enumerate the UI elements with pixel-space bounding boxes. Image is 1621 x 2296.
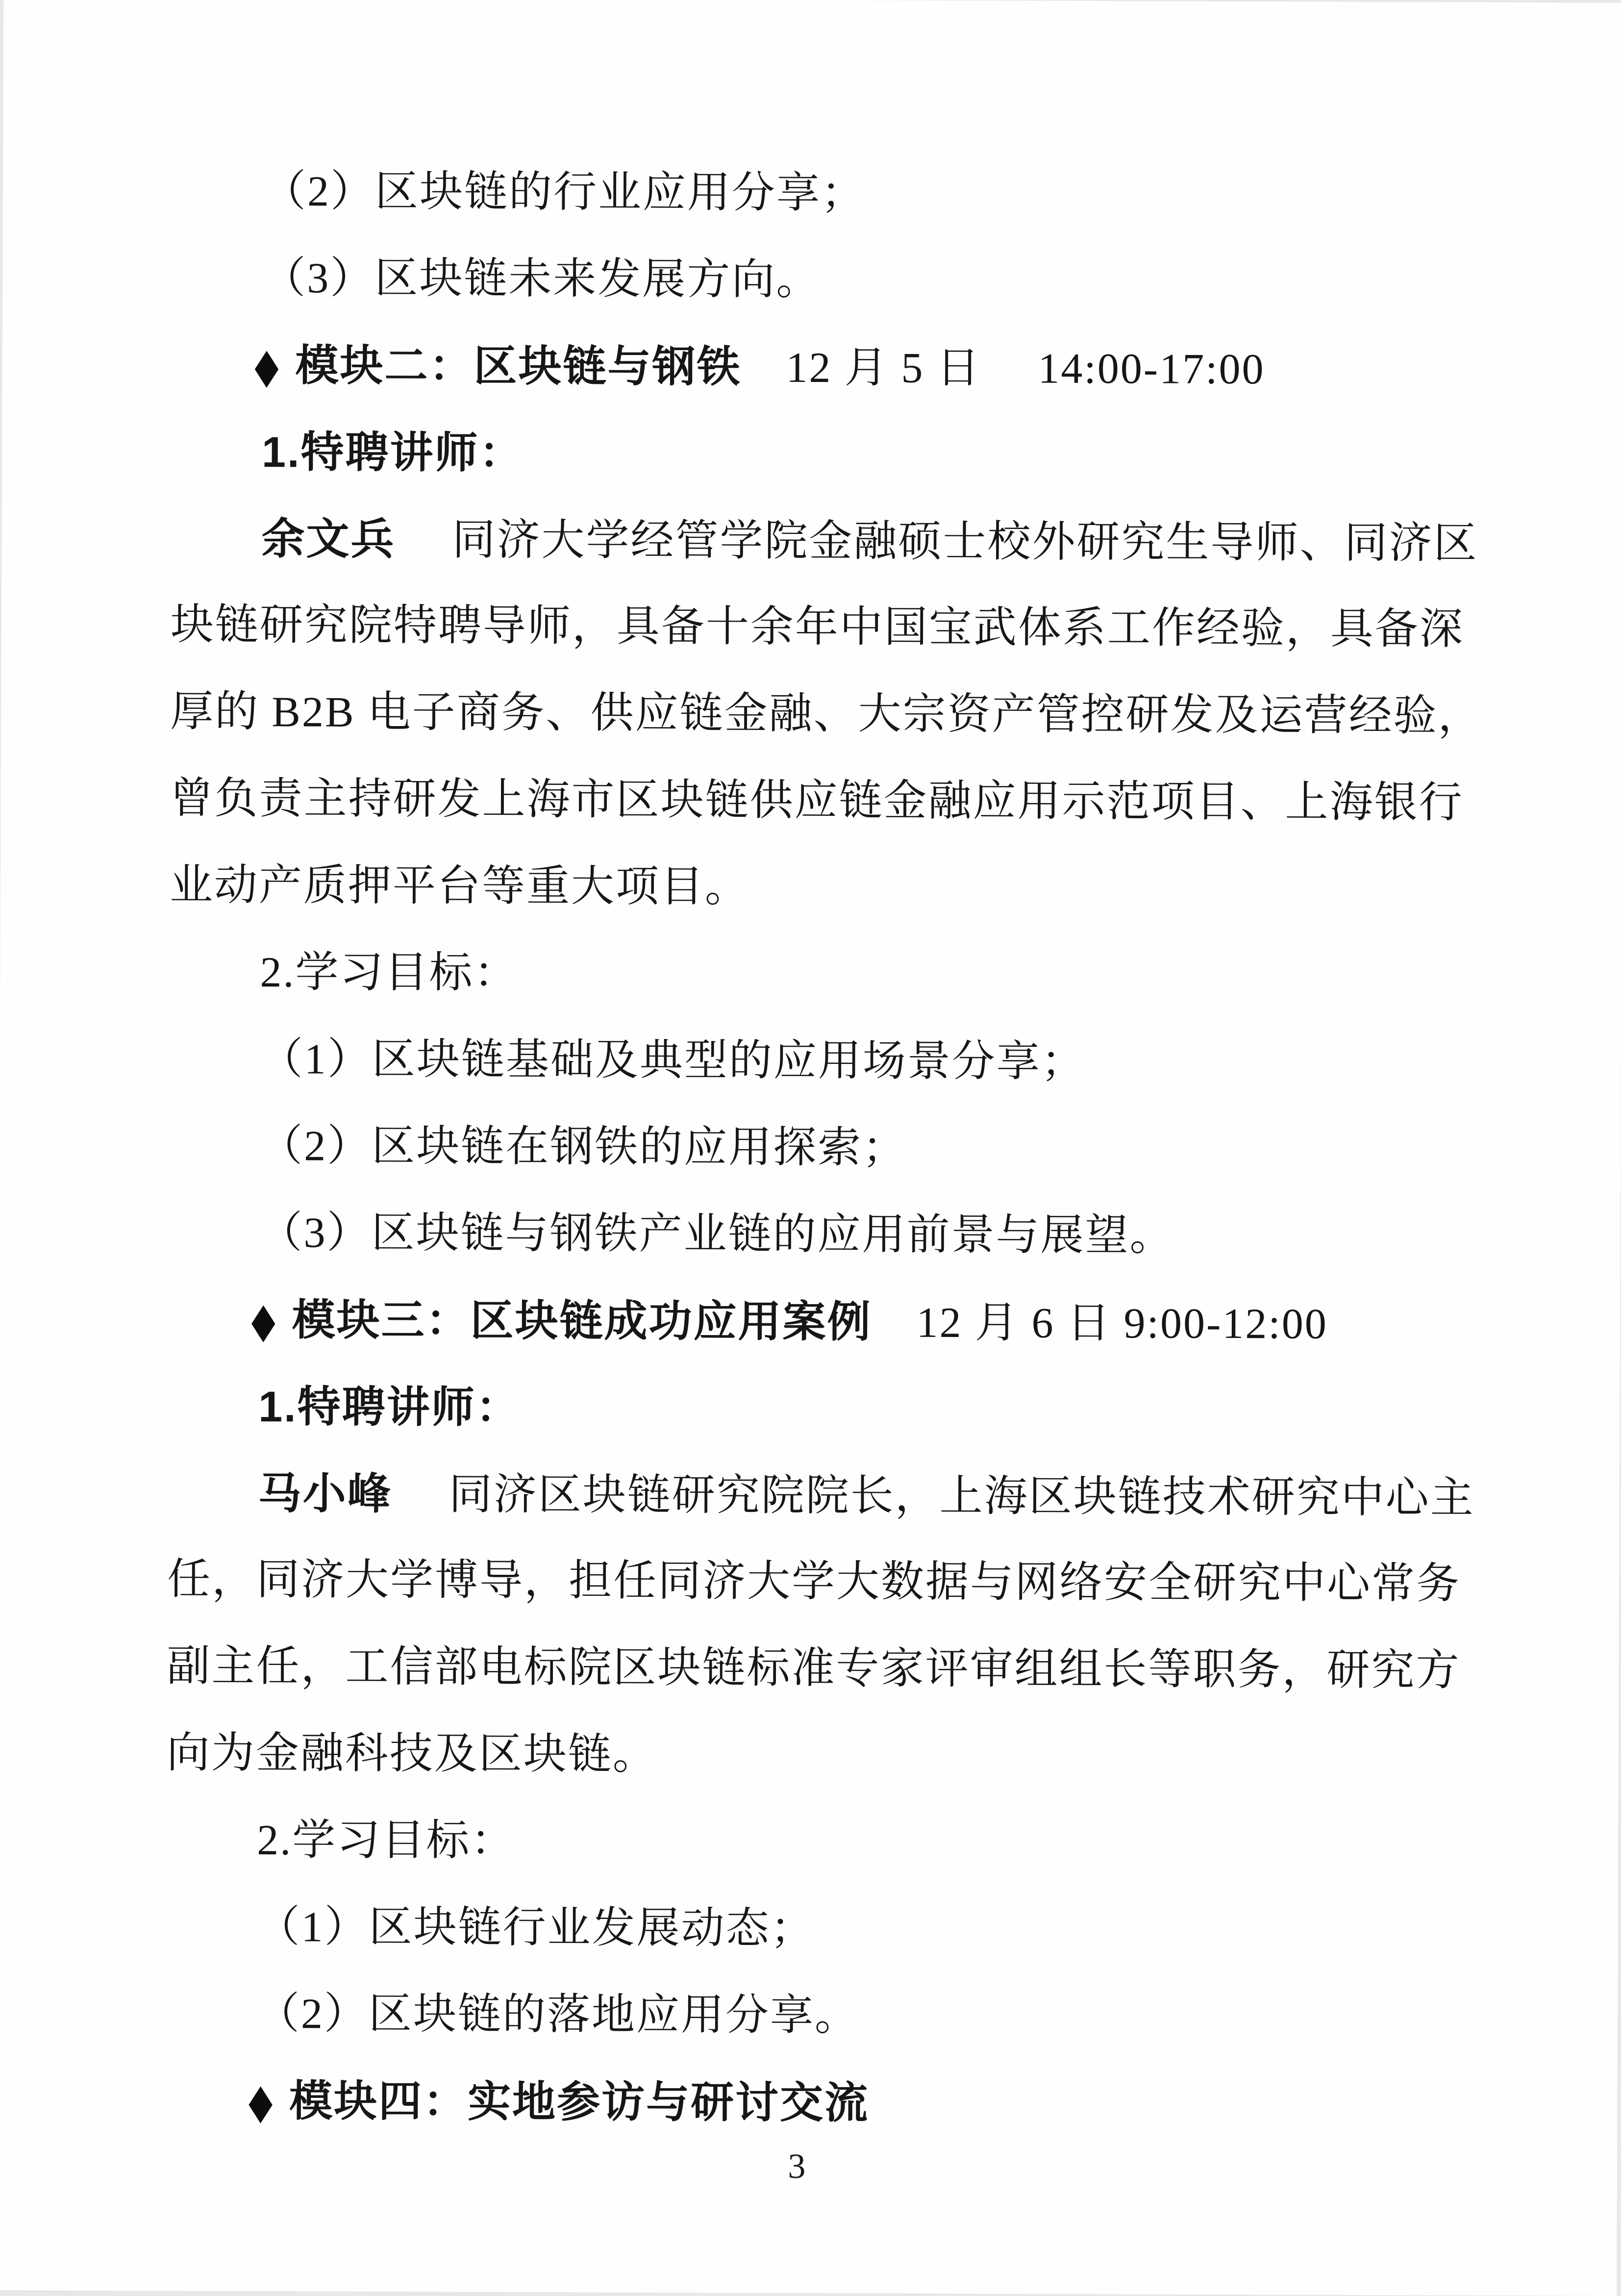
- goal-item-2-module2: [169, 1102, 1474, 1193]
- body-text: 业动产质押平台等重大项目。: [169, 861, 750, 911]
- emphasis-text: 余文兵: [261, 514, 396, 564]
- emphasis-text: 模块二：区块链与钢铁: [295, 341, 742, 391]
- goal-item-1-module3: [166, 1883, 1471, 1974]
- body-text: 任，同济大学博导，担任同济大学大数据与网络安全研究中心常务: [167, 1556, 1461, 1608]
- body-text: （3）区块链与钢铁产业链的应用前景与展望。: [259, 1209, 1174, 1260]
- lecturer-bio-line-1: [171, 495, 1476, 586]
- goals-label-module3: [166, 1796, 1471, 1888]
- diamond-bullet-icon: ◆: [249, 2072, 274, 2129]
- body-text: 厚的 B2B 电子商务、供应链金融、大宗资产管控研发及运营经验，: [170, 688, 1483, 740]
- body-text: 12 月 6 日 9:00-12:00: [872, 1299, 1328, 1348]
- body-text: 向为金融科技及区块链。: [166, 1729, 658, 1779]
- diamond-bullet-icon: ◆: [251, 1291, 276, 1348]
- body-text: （2）区块链的落地应用分享。: [256, 1990, 860, 2040]
- lecturer-bio-line-2: [171, 581, 1476, 673]
- diamond-bullet-icon: ◆: [254, 336, 280, 394]
- goal-item-3-module2: [168, 1189, 1473, 1280]
- module-3-heading: [168, 1276, 1473, 1367]
- emphasis-text: 1.特聘讲师：: [261, 428, 524, 477]
- body-text: 副主任，工信部电标院区块链标准专家评审组组长等职务，研究方: [167, 1642, 1461, 1695]
- body-text: （2）区块链的行业应用分享；: [262, 168, 866, 218]
- body-text: 块链研究院特聘导师，具备十余年中国宝武体系工作经验，具备深: [170, 601, 1465, 654]
- goal-item-2-module3: [166, 1970, 1471, 2061]
- body-text: 2.学习目标：: [257, 1817, 516, 1865]
- body-text: 12 月 5 日 14:00-17:00: [741, 344, 1265, 394]
- lecturer-bio-line-3: [170, 668, 1483, 759]
- lecturer-label-module3: [168, 1362, 1473, 1454]
- emphasis-text: 模块三：区块链成功应用案例: [292, 1295, 872, 1346]
- goal-item-3-module1: [172, 234, 1477, 326]
- body-text: （3）区块链未来发展方向。: [262, 254, 821, 304]
- lecturer2-bio-line-3: [167, 1623, 1472, 1714]
- goals-label-module2: [169, 929, 1474, 1020]
- emphasis-text: 模块四：实地参访与研讨交流: [289, 2076, 870, 2127]
- lecturer2-bio-line-1: [167, 1449, 1475, 1540]
- body-text: 同济大学经管学院金融硕士校外研究生导师、同济区: [395, 516, 1478, 568]
- goal-item-1-module2: [169, 1015, 1474, 1107]
- module-4-heading: [165, 2057, 1471, 2148]
- page-number: 3: [788, 2146, 806, 2186]
- body-text: （2）区块链在钢铁的应用探索；: [259, 1122, 907, 1172]
- body-text: （1）区块链行业发展动态；: [256, 1903, 815, 1953]
- body-text: 同济区块链研究院院长，上海区块链技术研究中心主: [392, 1471, 1475, 1522]
- emphasis-text: 马小峰: [258, 1469, 392, 1518]
- lecturer-bio-line-4: [170, 755, 1475, 846]
- lecturer-bio-line-5: [170, 842, 1475, 933]
- emphasis-text: 1.特聘讲师：: [258, 1382, 521, 1432]
- lecturer2-bio-line-4: [167, 1710, 1472, 1801]
- lecturer-label-module2: [171, 408, 1476, 499]
- document-lines: [165, 148, 1483, 2148]
- body-text: 曾负责主持研发上海市区块链供应链金融应用示范项目、上海银行: [170, 775, 1464, 827]
- body-text: 2.学习目标：: [260, 949, 519, 997]
- lecturer2-bio-line-2: [167, 1536, 1472, 1627]
- module-2-heading: [171, 321, 1476, 412]
- goal-item-2-module1: [172, 148, 1477, 239]
- body-text: （1）区块链基础及典型的应用场景分享；: [259, 1035, 1086, 1086]
